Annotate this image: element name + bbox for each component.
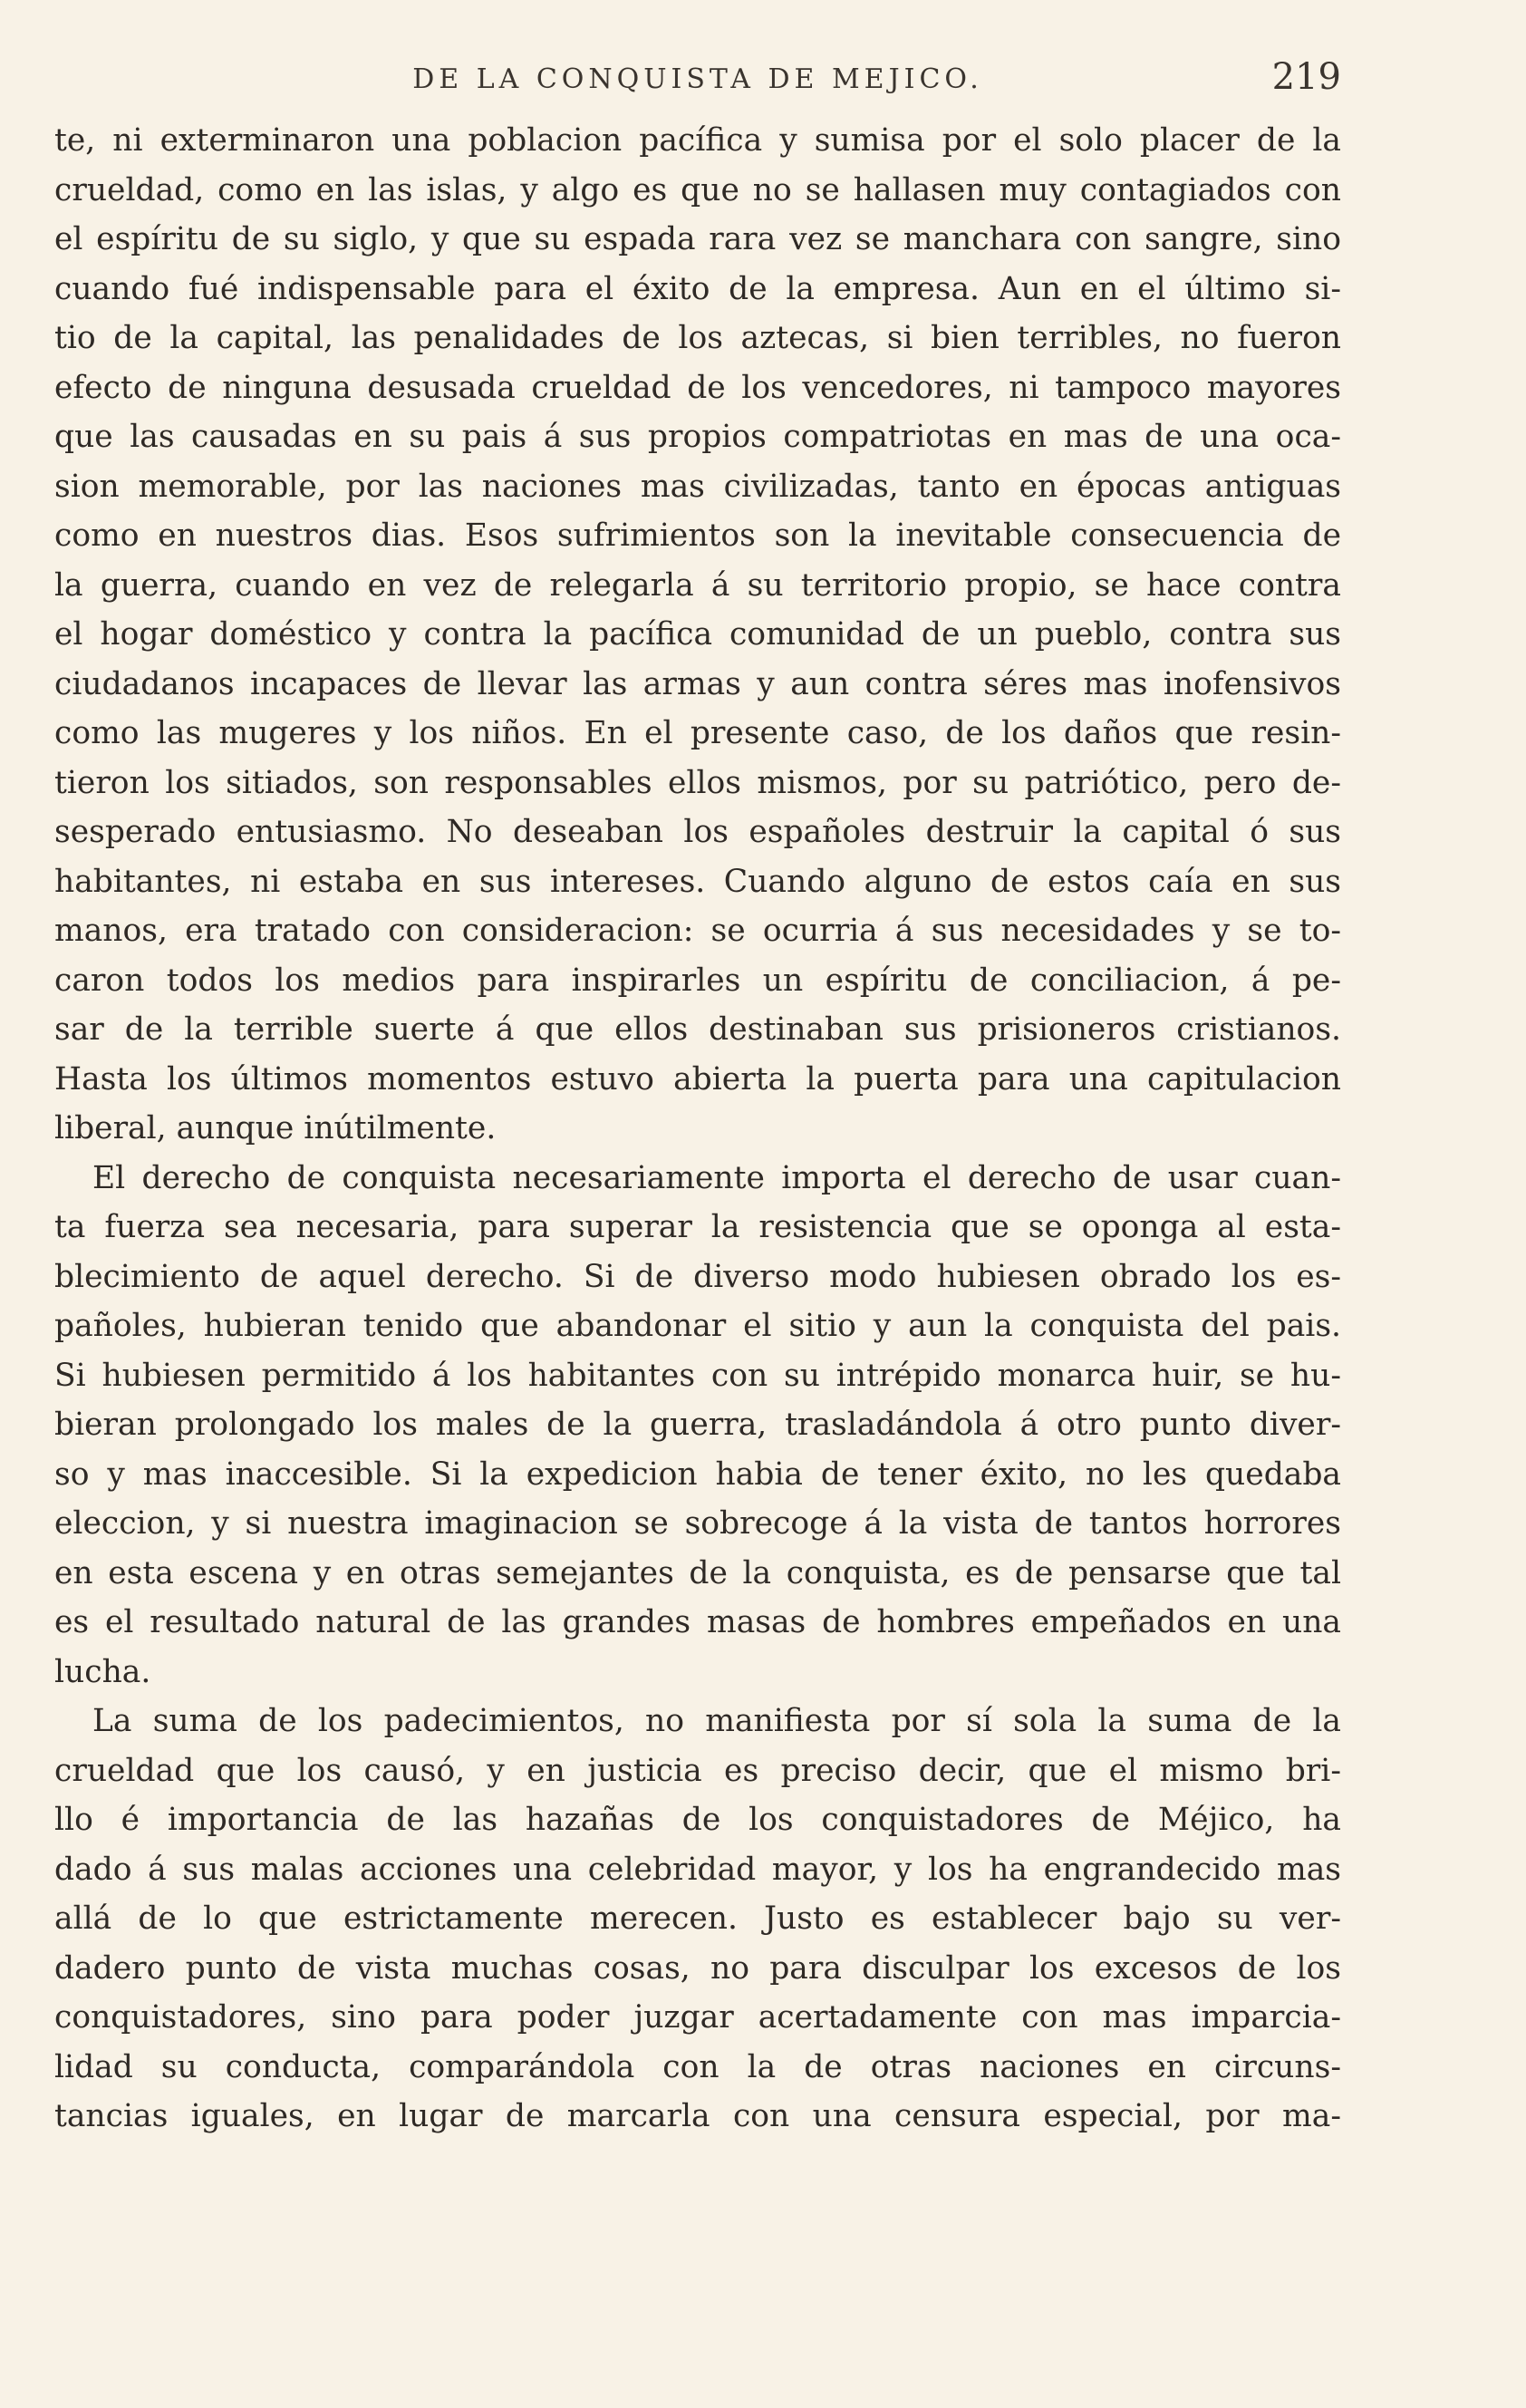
- text-line: so y mas inaccesible. Si la expedicion habia de tener éxito, no les quedaba: [54, 1455, 1341, 1493]
- paragraph-start-line: La suma de los padecimientos, no manifiesta por sí sola la suma de la: [92, 1703, 1341, 1739]
- paragraph-end-line: liberal, aunque inútilmente.: [54, 1110, 497, 1146]
- paragraph-start-line: El derecho de conquista necesariamente importa el derecho de usar cuan-: [92, 1159, 1341, 1196]
- text-line: cuando fué indispensable para el éxito de la empresa. Aun en el último si-: [54, 270, 1341, 307]
- text-line: crueldad, como en las islas, y algo es que no se hallasen muy contagiados con: [54, 171, 1341, 208]
- page-header: [54, 56, 1341, 111]
- text-line: manos, era tratado con consideracion: se ocurria á sus necesidades y se to-: [54, 913, 1341, 949]
- text-line: dadero punto de vista muchas cosas, no para disculpar los excesos de los: [54, 1949, 1341, 1987]
- text-line: efecto de ninguna desusada crueldad de los vencedores, ni tampoco mayores: [54, 369, 1341, 406]
- text-line: tieron los sitiados, son responsables ellos mismos, por su patriótico, pero de-: [54, 764, 1341, 801]
- text-line: ciudadanos incapaces de llevar las armas y aun contra séres mas inofensivos: [54, 665, 1341, 702]
- body-text: [54, 116, 1341, 2142]
- text-line: crueldad que los causó, y en justicia es preciso decir, que el mismo bri-: [54, 1752, 1341, 1789]
- text-line: tio de la capital, las penalidades de los aztecas, si bien terribles, no fueron: [54, 320, 1341, 356]
- text-line: llo é importancia de las hazañas de los conquistadores de Méjico, ha: [54, 1802, 1341, 1838]
- text-line: caron todos los medios para inspirarles un espíritu de conciliacion, á pe-: [54, 962, 1341, 999]
- text-line: conquistadores, sino para poder juzgar acertadamente con mas imparcia-: [54, 1999, 1341, 2036]
- text-line: que las causadas en su pais á sus propios compatriotas en mas de una oca-: [54, 419, 1341, 455]
- text-line: como en nuestros dias. Esos sufrimientos son la inevitable consecuencia de: [54, 517, 1341, 554]
- text-line: es el resultado natural de las grandes masas de hombres empeñados en una: [54, 1604, 1341, 1640]
- text-line: en esta escena y en otras semejantes de la conquista, es de pensarse que tal: [54, 1554, 1341, 1591]
- text-line: como las mugeres y los niños. En el presente caso, de los daños que resin-: [54, 715, 1341, 751]
- text-line: el espíritu de su siglo, y que su espada rara vez se manchara con sangre, sino: [54, 221, 1341, 257]
- text-line: sar de la terrible suerte á que ellos destinaban sus prisioneros cristianos.: [54, 1011, 1341, 1048]
- text-line: allá de lo que estrictamente merecen. Justo es establecer bajo su ver-: [54, 1900, 1341, 1937]
- text-line: sesperado entusiasmo. No deseaban los españoles destruir la capital ó sus: [54, 814, 1341, 850]
- text-line: sion memorable, por las naciones mas civilizadas, tanto en épocas antiguas: [54, 468, 1341, 505]
- text-line: dado á sus malas acciones una celebridad mayor, y los ha engrandecido mas: [54, 1851, 1341, 1888]
- text-line: tancias iguales, en lugar de marcarla con una censura especial, por ma-: [54, 2098, 1341, 2134]
- page-number: 219: [1271, 56, 1341, 98]
- text-line: pañoles, hubieran tenido que abandonar el sitio y aun la conquista del pais.: [54, 1308, 1341, 1344]
- text-line: Si hubiesen permitido á los habitantes con su intrépido monarca huir, se hu-: [54, 1357, 1341, 1394]
- text-line: la guerra, cuando en vez de relegarla á su territorio propio, se hace contra: [54, 566, 1341, 604]
- text-line: Hasta los últimos momentos estuvo abierta la puerta para una capitulacion: [54, 1060, 1341, 1098]
- text-line: eleccion, y si nuestra imaginacion se sobrecoge á la vista de tantos horrores: [54, 1505, 1341, 1542]
- text-line: lidad su conducta, comparándola con la de otras naciones en circuns-: [54, 2048, 1341, 2085]
- text-line: blecimiento de aquel derecho. Si de diverso modo hubiesen obrado los es-: [54, 1258, 1341, 1295]
- text-line: te, ni exterminaron una poblacion pacífica y sumisa por el solo placer de la: [54, 122, 1341, 159]
- text-line: habitantes, ni estaba en sus intereses. Cuando alguno de estos caía en sus: [54, 863, 1341, 900]
- running-title: DE LA CONQUISTA DE MEJICO.: [412, 63, 983, 95]
- text-line: ta fuerza sea necesaria, para superar la resistencia que se oponga al esta-: [54, 1209, 1341, 1245]
- text-line: bieran prolongado los males de la guerra, trasladándola á otro punto diver-: [54, 1407, 1341, 1443]
- text-line: el hogar doméstico y contra la pacífica comunidad de un pueblo, contra sus: [54, 616, 1341, 653]
- paragraph-end-line: lucha.: [54, 1653, 151, 1690]
